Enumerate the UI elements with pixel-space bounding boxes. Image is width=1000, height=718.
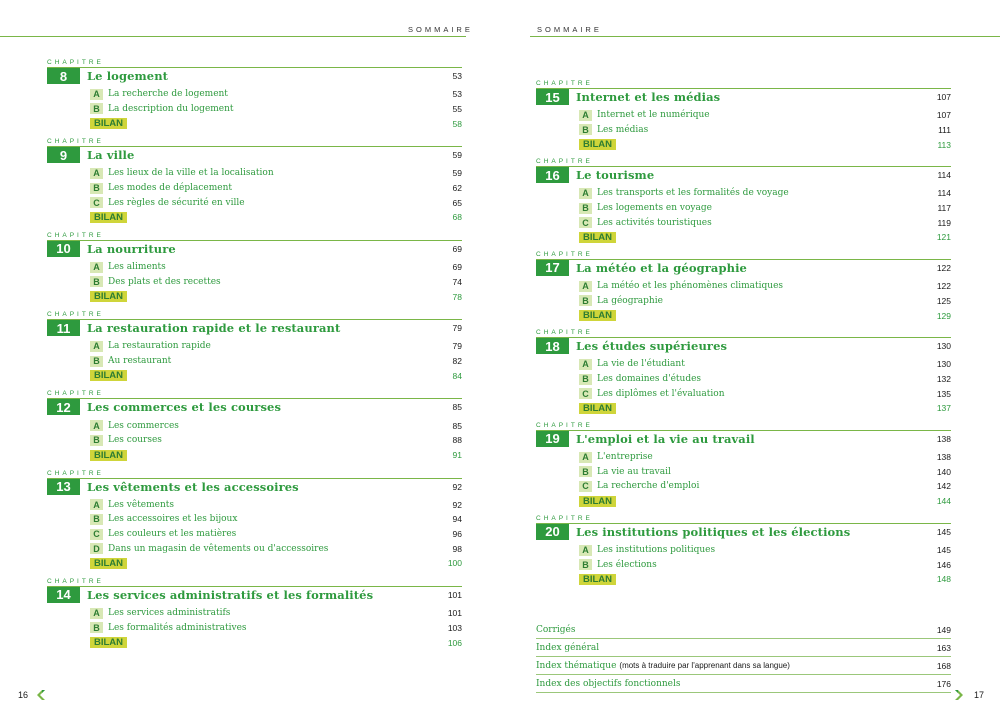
chapter-title: La ville — [87, 148, 135, 163]
section-letter: A — [579, 281, 592, 292]
section-page: 146 — [936, 559, 951, 570]
bilan-page: 148 — [936, 574, 951, 585]
section-letter: B — [579, 559, 592, 570]
section-title: Internet et le numérique — [597, 110, 710, 121]
section-list — [47, 606, 462, 650]
bilan-label: BILAN — [579, 403, 616, 414]
section-letter: A — [579, 188, 592, 199]
section-title: Les domaines d'études — [597, 374, 702, 385]
section-entry[interactable] — [47, 621, 462, 636]
section-entry[interactable] — [536, 123, 951, 138]
section-entry[interactable] — [536, 201, 951, 216]
section-page: 59 — [452, 168, 462, 179]
section-entry[interactable] — [47, 354, 462, 369]
bilan-page: 113 — [937, 139, 951, 150]
chapter-entry — [47, 577, 462, 650]
appendix-entry[interactable] — [536, 657, 951, 675]
chapter-page: 92 — [452, 481, 462, 492]
section-letter: B — [90, 276, 103, 287]
chapter-label: CHAPITRE — [536, 421, 593, 429]
chapter-page: 107 — [936, 92, 951, 102]
chapter-title: Les vêtements et les accessoires — [87, 479, 299, 494]
section-page: 96 — [452, 529, 462, 540]
chapter-entry — [536, 421, 951, 509]
chapter-title: Internet et les médias — [576, 90, 721, 104]
chapter-number: 16 — [536, 167, 569, 183]
chapter-label: CHAPITRE — [47, 231, 104, 239]
section-letter: C — [579, 388, 592, 399]
section-page: 94 — [452, 514, 462, 525]
chapter-title: Les institutions politiques et les élections — [576, 524, 851, 539]
chapter-title: La météo et la géographie — [576, 260, 747, 275]
chapter-page: 53 — [452, 71, 462, 81]
bilan-page: 91 — [452, 450, 462, 461]
section-page: 62 — [452, 183, 462, 194]
section-page: 98 — [452, 543, 462, 554]
bilan-label: BILAN — [579, 574, 616, 585]
section-entry[interactable] — [536, 357, 951, 372]
section-title: L'entreprise — [597, 452, 653, 463]
section-letter: B — [579, 295, 592, 306]
section-list — [536, 108, 951, 152]
section-title: Les modes de déplacement — [108, 183, 232, 194]
chapter-page: 101 — [447, 589, 462, 600]
section-letter: A — [579, 545, 592, 556]
chapter-label: CHAPITRE — [536, 329, 593, 337]
chapter-number: 10 — [47, 241, 80, 257]
section-letter: B — [579, 203, 592, 214]
section-title: Les accessoires et les bijoux — [108, 514, 238, 525]
appendix-page: 163 — [936, 642, 951, 653]
section-entry[interactable] — [536, 557, 951, 572]
section-page: 69 — [452, 262, 462, 273]
chapter-number: 17 — [536, 260, 569, 276]
section-letter: A — [90, 341, 103, 352]
section-entry[interactable] — [47, 527, 462, 542]
bilan-label: BILAN — [90, 118, 127, 129]
section-list — [47, 339, 462, 383]
section-letter: A — [90, 89, 103, 100]
appendix-page: 176 — [936, 678, 951, 689]
bilan-page: 137 — [936, 403, 951, 414]
section-list — [536, 186, 951, 245]
section-entry[interactable] — [536, 186, 951, 201]
chapter-title: Les commerces et les courses — [87, 400, 282, 415]
chapter-number: 8 — [47, 68, 80, 84]
chapter-number: 18 — [536, 338, 569, 354]
section-letter: B — [90, 435, 103, 446]
bilan-page: 100 — [447, 558, 462, 569]
chapter-number: 11 — [47, 320, 80, 336]
bilan-entry[interactable] — [536, 137, 951, 152]
section-title: La recherche de logement — [108, 89, 228, 100]
bilan-entry[interactable] — [536, 308, 951, 323]
section-page: 103 — [447, 622, 462, 633]
section-page: 145 — [936, 545, 951, 556]
section-page: 122 — [936, 281, 951, 292]
bilan-entry[interactable] — [536, 572, 951, 587]
chapter-number: 19 — [536, 431, 569, 447]
table-of-contents-left — [47, 58, 462, 650]
appendix-page: 168 — [936, 660, 951, 671]
section-title: Les activités touristiques — [597, 217, 712, 228]
folio-number: 17 — [974, 690, 985, 700]
section-list — [536, 450, 951, 509]
bilan-page: 78 — [452, 291, 462, 302]
section-title: Des plats et des recettes — [108, 276, 221, 287]
running-head: SOMMAIRE — [408, 25, 473, 34]
folio-number: 16 — [18, 690, 29, 700]
section-entry[interactable] — [536, 215, 951, 230]
page-number-right — [952, 689, 984, 701]
section-page: 107 — [936, 110, 951, 121]
chapter-heading[interactable] — [47, 67, 462, 84]
bilan-page: 129 — [936, 310, 951, 321]
section-title: Les commerces — [108, 420, 179, 431]
section-entry[interactable] — [47, 166, 462, 181]
chevron-right-icon[interactable] — [952, 689, 964, 701]
section-letter: A — [579, 359, 592, 370]
section-page: 85 — [452, 420, 462, 431]
section-title: Les transports et les formalités de voyage — [597, 188, 789, 199]
bilan-entry[interactable] — [47, 635, 462, 650]
chapter-heading[interactable] — [47, 319, 462, 336]
chapter-label: CHAPITRE — [536, 250, 593, 258]
section-page: 82 — [452, 356, 462, 367]
section-page: 119 — [937, 217, 951, 228]
chapter-label: CHAPITRE — [47, 311, 104, 319]
section-letter: A — [90, 262, 103, 273]
section-title: La météo et les phénomènes climatiques — [597, 281, 784, 292]
section-page: 101 — [447, 608, 462, 619]
chapter-title: L'emploi et la vie au travail — [576, 431, 755, 446]
bilan-label: BILAN — [90, 558, 127, 569]
appendix-page: 149 — [936, 624, 951, 635]
chapter-number: 13 — [47, 479, 80, 495]
chapter-entry — [536, 514, 951, 587]
chapter-page: 138 — [936, 433, 951, 444]
section-entry[interactable] — [536, 372, 951, 387]
bilan-entry[interactable] — [536, 494, 951, 509]
section-page: 130 — [936, 359, 951, 370]
chapter-entry — [47, 310, 462, 383]
section-page: 79 — [452, 341, 462, 352]
section-letter: B — [579, 466, 592, 477]
section-entry[interactable] — [536, 479, 951, 494]
section-page: 53 — [452, 89, 462, 100]
section-title: Les médias — [597, 124, 649, 135]
section-title: Les règles de sécurité en ville — [108, 197, 245, 208]
bilan-entry[interactable] — [47, 556, 462, 571]
section-page: 65 — [452, 197, 462, 208]
section-letter: A — [90, 168, 103, 179]
bilan-label: BILAN — [90, 450, 127, 461]
section-letter: B — [90, 356, 103, 367]
chapter-page: 59 — [452, 150, 462, 161]
chapter-heading[interactable] — [47, 146, 462, 163]
chapter-number: 9 — [47, 147, 80, 163]
section-title: Au restaurant — [108, 356, 172, 367]
chapter-title: Les études supérieures — [576, 339, 728, 354]
chapter-label: CHAPITRE — [47, 469, 104, 477]
section-entry[interactable] — [47, 512, 462, 527]
section-title: La vie de l'étudiant — [597, 359, 685, 370]
section-letter: C — [90, 529, 103, 540]
bilan-page: 58 — [452, 118, 462, 129]
bilan-label: BILAN — [90, 637, 127, 648]
chapter-heading[interactable] — [536, 523, 951, 540]
section-letter: C — [90, 197, 103, 208]
chapter-page: 122 — [936, 262, 951, 273]
bilan-page: 144 — [936, 496, 951, 507]
chapter-page: 145 — [936, 526, 951, 537]
chapter-title: La restauration rapide et le restaurant — [87, 321, 341, 336]
header-rule — [530, 36, 1000, 37]
section-title: Les courses — [108, 435, 162, 446]
section-letter: A — [90, 499, 103, 510]
chapter-page: 79 — [452, 323, 462, 334]
section-list — [47, 166, 462, 225]
section-entry[interactable] — [47, 195, 462, 210]
section-entry[interactable] — [47, 102, 462, 117]
chapter-heading[interactable] — [47, 586, 462, 603]
bilan-label: BILAN — [579, 310, 616, 321]
chapter-label: CHAPITRE — [47, 59, 104, 66]
section-title: Les institutions politiques — [597, 545, 716, 556]
section-title: La restauration rapide — [108, 341, 211, 352]
section-entry[interactable] — [47, 433, 462, 448]
section-entry[interactable] — [47, 498, 462, 513]
section-entry[interactable] — [47, 181, 462, 196]
bilan-entry[interactable] — [536, 401, 951, 416]
chapter-heading[interactable] — [536, 259, 951, 276]
chapter-heading[interactable] — [47, 398, 462, 415]
section-letter: B — [579, 374, 592, 385]
bilan-label: BILAN — [90, 212, 127, 223]
section-letter: B — [90, 183, 103, 194]
section-entry[interactable] — [536, 279, 951, 294]
section-letter: A — [579, 110, 592, 121]
appendix-list — [536, 621, 951, 693]
section-letter: A — [90, 420, 103, 431]
table-of-contents-right — [536, 79, 951, 587]
section-entry[interactable] — [47, 339, 462, 354]
section-title: Les logements en voyage — [597, 203, 712, 214]
chapter-label: CHAPITRE — [536, 158, 593, 166]
section-title: Les élections — [597, 559, 657, 570]
section-list — [47, 260, 462, 304]
section-title: Les couleurs et les matières — [108, 529, 237, 540]
section-page: 88 — [452, 435, 462, 446]
section-page: 125 — [936, 295, 951, 306]
right-page — [500, 0, 1000, 718]
bilan-label: BILAN — [579, 496, 616, 507]
appendix-note: (mots à traduire par l'apprenant dans sa langue) — [619, 661, 790, 670]
chapter-entry — [47, 469, 462, 571]
bilan-page: 68 — [452, 212, 462, 223]
section-letter: B — [90, 622, 103, 633]
chapter-title: Le logement — [87, 69, 169, 83]
section-page: 142 — [936, 481, 951, 492]
chapter-title: Les services administratifs et les formalités — [87, 587, 374, 602]
section-list — [536, 357, 951, 416]
chapter-page: 130 — [936, 341, 951, 352]
appendix-title: Index général — [536, 642, 600, 653]
chapter-label: CHAPITRE — [47, 390, 104, 398]
section-page: 132 — [936, 374, 951, 385]
chapter-heading[interactable] — [47, 478, 462, 495]
chapter-page: 69 — [452, 243, 462, 254]
section-title: La géographie — [597, 295, 663, 306]
chapter-entry — [47, 137, 462, 225]
section-letter: D — [90, 543, 103, 554]
chapter-title: La nourriture — [87, 241, 176, 256]
chapter-heading[interactable] — [536, 430, 951, 447]
chapter-number: 12 — [47, 399, 80, 415]
section-page: 117 — [937, 203, 951, 214]
section-entry[interactable] — [47, 606, 462, 621]
section-entry[interactable] — [47, 418, 462, 433]
section-title: Les aliments — [108, 262, 166, 273]
appendix-title: Corrigés — [536, 624, 576, 635]
bilan-entry[interactable] — [47, 448, 462, 463]
chapter-label: CHAPITRE — [536, 80, 593, 87]
section-entry[interactable] — [47, 275, 462, 290]
chapter-heading[interactable] — [536, 166, 951, 183]
chapter-page: 85 — [452, 402, 462, 413]
section-list — [536, 279, 951, 323]
bilan-page: 84 — [452, 370, 462, 381]
header-rule — [0, 36, 466, 37]
appendix-entry[interactable] — [536, 639, 951, 657]
bilan-entry[interactable] — [47, 116, 462, 131]
bilan-page: 121 — [936, 232, 951, 243]
section-entry[interactable] — [47, 260, 462, 275]
section-page: 74 — [452, 276, 462, 287]
appendix-entry[interactable] — [536, 621, 951, 639]
section-page: 114 — [937, 188, 951, 199]
section-title: La description du logement — [108, 103, 234, 114]
section-title: Les lieux de la ville et la localisation — [108, 168, 274, 179]
chapter-label: CHAPITRE — [536, 514, 593, 522]
bilan-entry[interactable] — [47, 289, 462, 304]
section-list — [536, 543, 951, 587]
section-letter: A — [579, 452, 592, 463]
chevron-left-icon[interactable] — [36, 689, 48, 701]
section-letter: C — [579, 217, 592, 228]
appendix-title: Index des objectifs fonctionnels — [536, 678, 681, 689]
section-title: Les vêtements — [108, 499, 175, 510]
chapter-label: CHAPITRE — [47, 138, 104, 146]
bilan-entry[interactable] — [47, 368, 462, 383]
chapter-entry — [536, 328, 951, 416]
bilan-label: BILAN — [579, 139, 616, 150]
chapter-entry — [47, 389, 462, 462]
section-page: 92 — [452, 499, 462, 510]
section-title: Dans un magasin de vêtements ou d'accessoires — [108, 543, 329, 554]
chapter-label: CHAPITRE — [47, 577, 104, 585]
bilan-entry[interactable] — [47, 210, 462, 225]
chapter-number: 15 — [536, 89, 569, 105]
section-title: Les diplômes et l'évaluation — [597, 388, 725, 399]
running-head: SOMMAIRE — [537, 25, 602, 34]
section-entry[interactable] — [47, 87, 462, 102]
bilan-label: BILAN — [90, 370, 127, 381]
section-title: Les formalités administratives — [108, 622, 247, 633]
bilan-page: 106 — [447, 637, 462, 648]
chapter-title: Le tourisme — [576, 168, 655, 183]
section-letter: B — [90, 514, 103, 525]
section-entry[interactable] — [536, 450, 951, 465]
chapter-heading[interactable] — [536, 88, 951, 105]
bilan-entry[interactable] — [536, 230, 951, 245]
appendix-title: Index thématique — [536, 660, 617, 671]
chapter-entry — [536, 157, 951, 245]
page-number-left — [18, 689, 48, 701]
section-entry[interactable] — [536, 108, 951, 123]
section-letter: B — [579, 124, 592, 135]
section-letter: C — [579, 481, 592, 492]
section-entry[interactable] — [536, 294, 951, 309]
section-title: La vie au travail — [597, 466, 671, 477]
section-entry[interactable] — [536, 543, 951, 558]
chapter-entry — [536, 250, 951, 323]
chapter-heading[interactable] — [536, 337, 951, 354]
section-entry[interactable] — [536, 465, 951, 480]
section-page: 135 — [936, 388, 951, 399]
section-list — [47, 498, 462, 571]
chapter-number: 20 — [536, 524, 569, 540]
chapter-heading[interactable] — [47, 240, 462, 257]
chapter-page: 114 — [937, 170, 951, 181]
section-page: 140 — [936, 466, 951, 477]
section-letter: B — [90, 103, 103, 114]
section-list — [47, 87, 462, 131]
section-title: La recherche d'emploi — [597, 481, 700, 492]
appendix-entry[interactable] — [536, 675, 951, 693]
chapter-number: 14 — [47, 587, 80, 603]
section-page: 138 — [936, 452, 951, 463]
section-entry[interactable] — [536, 386, 951, 401]
bilan-label: BILAN — [90, 291, 127, 302]
chapter-entry — [536, 79, 951, 152]
chapter-entry — [47, 231, 462, 304]
section-letter: A — [90, 608, 103, 619]
chapter-entry — [47, 58, 462, 131]
bilan-label: BILAN — [579, 232, 616, 243]
section-entry[interactable] — [47, 541, 462, 556]
section-title: Les services administratifs — [108, 608, 231, 619]
section-page: 111 — [938, 124, 951, 135]
section-page: 55 — [452, 103, 462, 114]
section-list — [47, 418, 462, 462]
